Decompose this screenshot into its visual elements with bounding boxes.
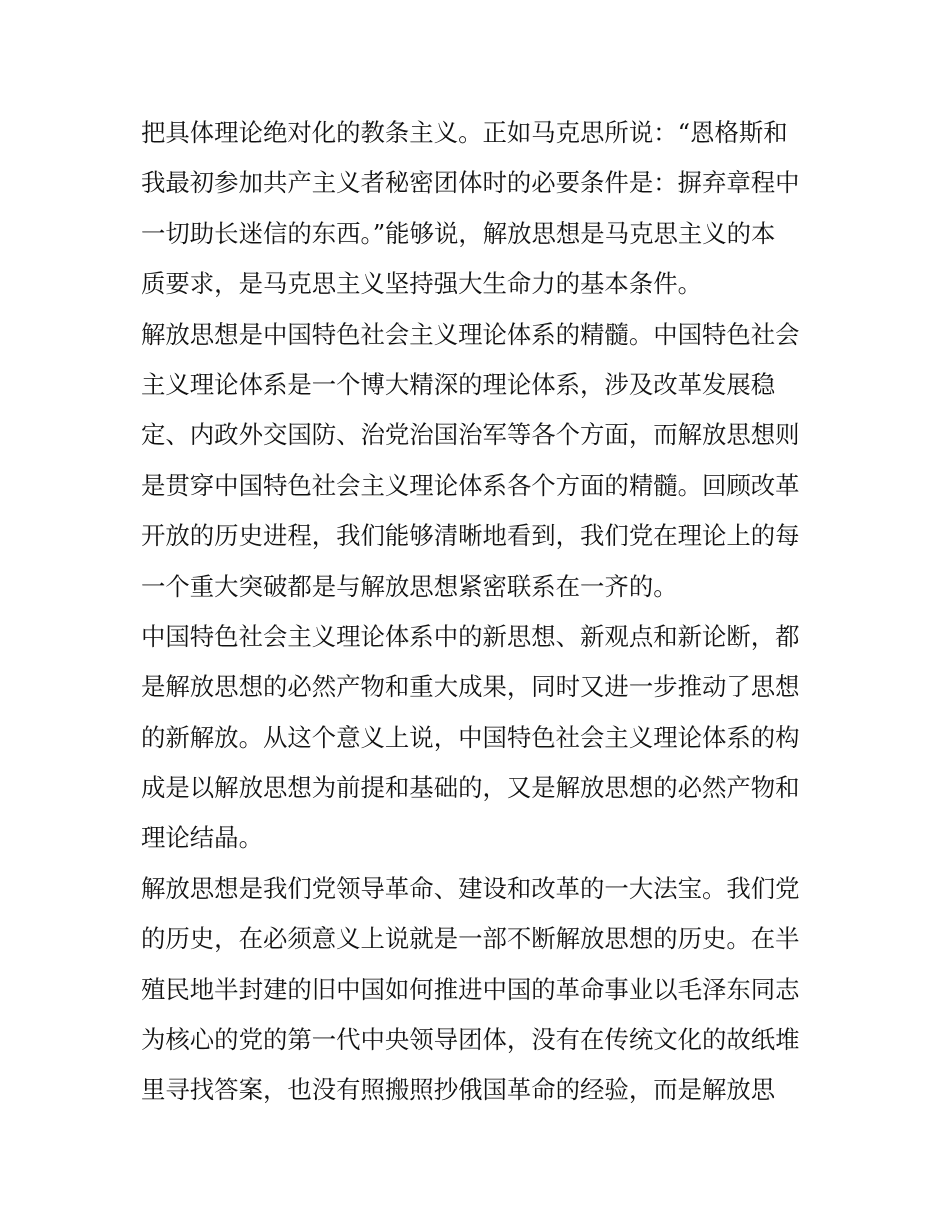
- text-line: 殖民地半封建的旧中国如何推进中国的革命事业以毛泽东同志: [141, 974, 800, 1004]
- text-line: 一切助长迷信的东西。”能够说，解放思想是马克思主义的本: [141, 218, 776, 248]
- text-line: 是贯穿中国特色社会主义理论体系各个方面的精髓。回顾改革: [141, 470, 800, 500]
- text-line: 定、内政外交国防、治党治国治军等各个方面，而解放思想则: [141, 420, 800, 450]
- text-line: 解放思想是中国特色社会主义理论体系的精髓。中国特色社会: [141, 319, 800, 349]
- text-line: 的历史，在必须意义上说就是一部不断解放思想的历史。在半: [141, 924, 800, 954]
- text-line: 解放思想是我们党领导革命、建设和改革的一大法宝。我们党: [141, 873, 800, 903]
- text-line: 成是以解放思想为前提和基础的，又是解放思想的必然产物和: [141, 773, 800, 803]
- text-line: 一个重大突破都是与解放思想紧密联系在一齐的。: [141, 571, 678, 601]
- text-line: 我最初参加共产主义者秘密团体时的必要条件是：摒弃章程中: [141, 168, 800, 198]
- text-line: 的新解放。从这个意义上说，中国特色社会主义理论体系的构: [141, 722, 800, 752]
- text-line: 开放的历史进程，我们能够清晰地看到，我们党在理论上的每: [141, 521, 800, 551]
- text-line: 中国特色社会主义理论体系中的新思想、新观点和新论断，都: [141, 621, 800, 651]
- text-line: 为核心的党的第一代中央领导团体，没有在传统文化的故纸堆: [141, 1025, 800, 1055]
- text-line: 理论结晶。: [141, 823, 263, 853]
- text-line: 主义理论体系是一个博大精深的理论体系，涉及改革发展稳: [141, 369, 776, 399]
- text-line: 把具体理论绝对化的教条主义。正如马克思所说：“恩格斯和: [141, 118, 788, 147]
- text-line: 里寻找答案，也没有照搬照抄俄国革命的经验，而是解放思: [141, 1075, 776, 1105]
- document-body: [141, 108, 817, 1116]
- text-line: 是解放思想的必然产物和重大成果，同时又进一步推动了思想: [141, 672, 800, 702]
- text-line: 质要求，是马克思主义坚持强大生命力的基本条件。: [141, 269, 702, 299]
